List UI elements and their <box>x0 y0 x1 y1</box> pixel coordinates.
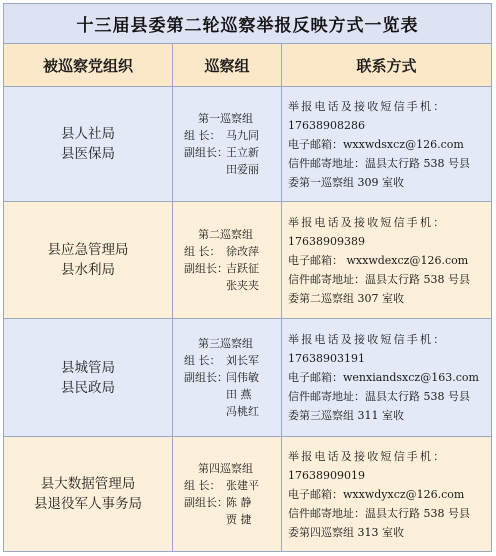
org-name: 县民政局 <box>61 379 115 396</box>
deputy-label: 副组长： <box>184 146 228 159</box>
leader-label: 组 长： <box>184 245 221 258</box>
deputy-label: 副组长： <box>184 496 228 509</box>
hotline-label: 举报电话及接收短信手机： <box>288 333 447 346</box>
column-divider <box>281 44 282 551</box>
hotline-label: 举报电话及接收短信手机： <box>288 99 447 113</box>
table-row <box>4 319 491 437</box>
group-cell <box>173 319 281 436</box>
phone-number: 17638903191 <box>288 352 365 365</box>
deputy-name: 张夹夹 <box>226 279 259 292</box>
header-contact: 联系方式 <box>356 56 417 75</box>
inspection-table <box>3 3 492 552</box>
deputy-name: 贾 捷 <box>226 513 252 526</box>
org-cell <box>4 437 172 551</box>
table-row <box>4 87 491 202</box>
leader-label: 组 长： <box>184 129 221 142</box>
org-name: 县医保局 <box>61 146 115 162</box>
phone-number: 17638909019 <box>288 468 365 482</box>
deputy-name: 闫伟敏 <box>226 371 259 384</box>
phone-number: 17638908286 <box>288 118 365 132</box>
contact-cell <box>282 437 491 551</box>
deputy-label: 副组长： <box>184 262 228 275</box>
leader-name: 张建平 <box>226 479 259 492</box>
deputy-label: 副组长： <box>184 371 228 384</box>
column-divider <box>172 44 173 551</box>
org-name: 县人社局 <box>61 126 115 142</box>
hotline-label: 举报电话及接收短信手机： <box>288 215 447 229</box>
org-name: 县城管局 <box>61 359 115 376</box>
deputy-name: 冯桃红 <box>226 405 259 418</box>
contact-cell <box>282 87 491 201</box>
table-header <box>4 44 491 87</box>
org-cell <box>4 87 172 201</box>
group-cell <box>173 87 281 201</box>
group-cell <box>173 202 281 318</box>
deputy-name: 陈 静 <box>226 496 252 509</box>
leader-label: 组 长： <box>184 354 221 367</box>
leader-name: 徐改萍 <box>226 245 259 258</box>
header-group: 巡察组 <box>204 56 250 75</box>
group-cell <box>173 437 281 551</box>
address-line: 委第三巡察组 311 室收 <box>288 409 404 422</box>
deputy-name: 王立新 <box>226 146 259 159</box>
deputy-name: 田 燕 <box>226 388 252 401</box>
address-line: 委第一巡察组 309 室收 <box>288 175 404 189</box>
email-line: 电子邮箱：wxxwdsxcz@126.com <box>288 137 464 151</box>
org-cell <box>4 202 172 318</box>
email-line: 电子邮箱：wxxwdyxcz@126.com <box>288 487 465 501</box>
hotline-label: 举报电话及接收短信手机： <box>288 449 447 463</box>
org-name: 县水利局 <box>61 262 115 278</box>
header-org: 被巡察党组织 <box>42 56 133 75</box>
org-name: 县退役军人事务局 <box>34 496 142 512</box>
address-line: 信件邮寄地址：温县太行路 538 号县 <box>288 506 470 520</box>
email-line: 电子邮箱： wxxwdexcz@126.com <box>288 253 469 267</box>
deputy-name: 吉跃征 <box>226 262 259 275</box>
deputy-name: 田爱丽 <box>226 163 259 176</box>
address-line: 信件邮寄地址：温县太行路 538 号县 <box>288 272 470 286</box>
address-line: 委第二巡察组 307 室收 <box>288 291 404 305</box>
address-line: 委第四巡察组 313 室收 <box>288 525 404 539</box>
leader-label: 组 长： <box>184 479 221 492</box>
table-title: 十三届县委第二轮巡察举报反映方式一览表 <box>4 4 491 44</box>
leader-name: 刘长军 <box>226 354 259 367</box>
org-name: 县应急管理局 <box>47 242 129 258</box>
address-line: 信件邮寄地址：温县太行路 538 号县 <box>288 156 470 170</box>
email-line: 电子邮箱：wenxiandsxcz@163.com <box>288 371 479 384</box>
group-name: 第二巡察组 <box>198 228 253 241</box>
group-name: 第三巡察组 <box>198 337 253 350</box>
org-name: 县大数据管理局 <box>40 476 136 492</box>
phone-number: 17638909389 <box>288 234 365 248</box>
contact-cell <box>282 319 491 436</box>
group-name: 第一巡察组 <box>198 112 253 125</box>
contact-cell <box>282 202 491 318</box>
leader-name: 马九同 <box>226 129 259 142</box>
group-name: 第四巡察组 <box>198 462 253 475</box>
table-row <box>4 202 491 319</box>
address-line: 信件邮寄地址：温县太行路 538 号县 <box>288 390 470 403</box>
table-row <box>4 437 491 551</box>
org-cell <box>4 319 172 436</box>
